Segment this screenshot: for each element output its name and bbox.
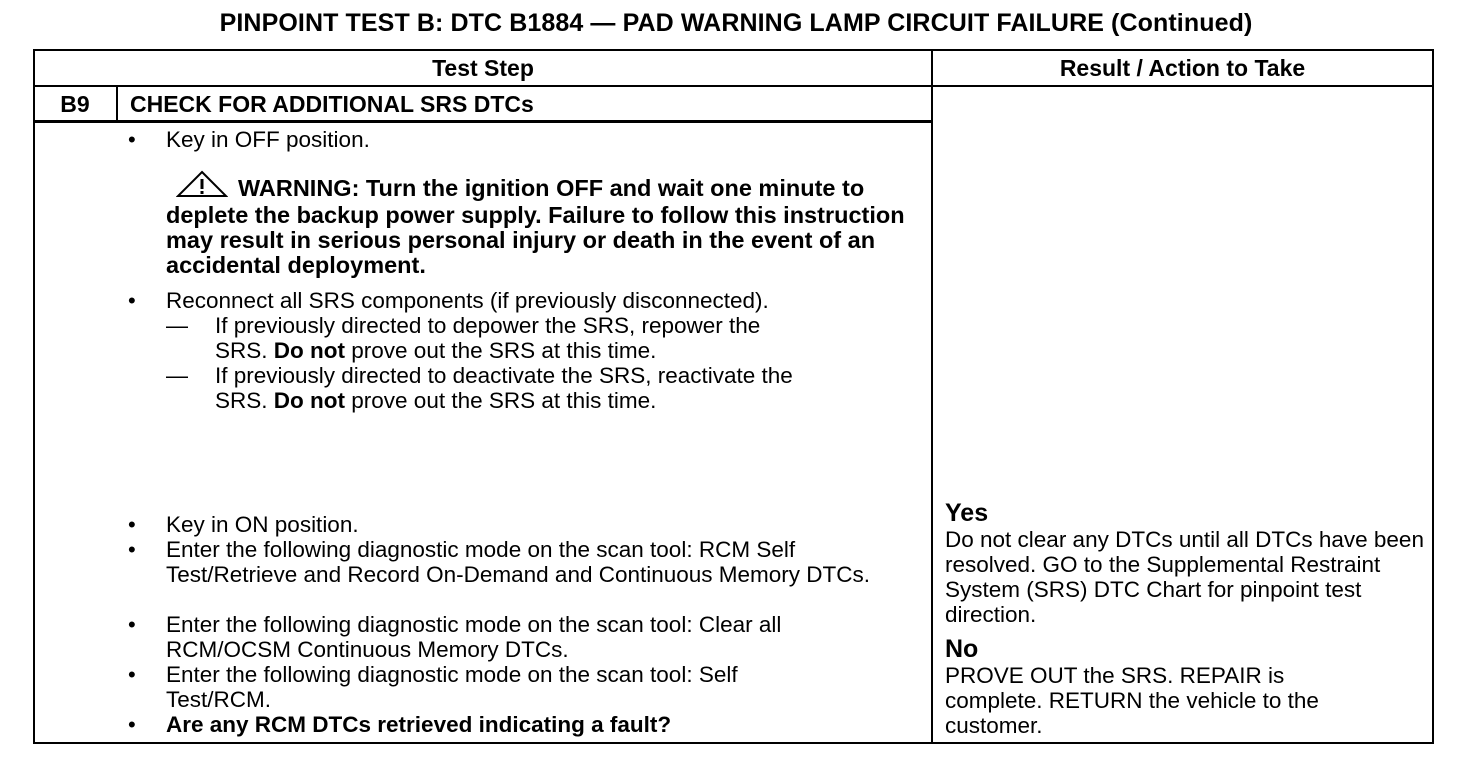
page-title: PINPOINT TEST B: DTC B1884 — PAD WARNING LAMP CIRCUIT FAILURE (Continued) bbox=[219, 9, 1253, 37]
result-no-label: No bbox=[945, 635, 979, 663]
warning-text: WARNING: Turn the ignition OFF and wait one minute to deplete the backup power supply. Failure to follow this instruction may result in serious personal injury or death in the event of an accidental deployment. bbox=[166, 175, 905, 278]
bullet: • bbox=[128, 127, 136, 152]
instruction-mode-self-test: Enter the following diagnostic mode on the scan tool: RCM Self Test/Retrieve and Record On-Demand and Continuous Memory DTCs. bbox=[166, 537, 871, 587]
result-yes-label: Yes bbox=[945, 499, 989, 527]
bullet: • bbox=[128, 537, 136, 562]
sub-line bbox=[215, 338, 915, 363]
bullet: • bbox=[128, 612, 136, 637]
bullet: • bbox=[128, 512, 136, 537]
warning-triangle-icon bbox=[176, 170, 228, 203]
instruction-mode-self-test-rcm: Enter the following diagnostic mode on the scan tool: Self Test/RCM. bbox=[166, 662, 738, 712]
sub-line: If previously directed to deactivate the SRS, reactivate the bbox=[215, 363, 793, 388]
instruction-key-off: Key in OFF position. bbox=[166, 127, 370, 152]
question: Are any RCM DTCs retrieved indicating a fault? bbox=[166, 712, 672, 737]
text: SRS. bbox=[215, 338, 274, 363]
header-test-step: Test Step bbox=[432, 55, 534, 81]
dash: — bbox=[166, 363, 188, 388]
step-title: CHECK FOR ADDITIONAL SRS DTCs bbox=[130, 91, 534, 117]
instruction-mode-clear: Enter the following diagnostic mode on the scan tool: Clear all RCM/OCSM Continuous Memory DTCs. bbox=[166, 612, 782, 662]
warning-block bbox=[166, 170, 906, 278]
sub-instruction-depower bbox=[215, 313, 915, 363]
sub-instruction-deactivate bbox=[215, 363, 915, 413]
emphasis: Do not bbox=[273, 338, 346, 363]
dash: — bbox=[166, 313, 188, 338]
text: prove out the SRS at this time. bbox=[345, 388, 657, 413]
instruction-key-on: Key in ON position. bbox=[166, 512, 359, 537]
result-no-text: PROVE OUT the SRS. REPAIR is complete. RETURN the vehicle to the customer. bbox=[945, 663, 1319, 738]
step-id-divider bbox=[116, 85, 118, 122]
column-divider bbox=[931, 49, 933, 744]
sub-line bbox=[215, 388, 915, 413]
text: prove out the SRS at this time. bbox=[345, 338, 657, 363]
header-divider bbox=[33, 85, 1434, 87]
emphasis: Do not bbox=[273, 388, 346, 413]
instruction-reconnect: Reconnect all SRS components (if previously disconnected). bbox=[166, 288, 769, 313]
bullet: • bbox=[128, 712, 136, 737]
result-yes-text: Do not clear any DTCs until all DTCs have been resolved. GO to the Supplemental Restraint System (SRS) DTC Chart for pinpoint test direction. bbox=[945, 527, 1424, 627]
sub-line: If previously directed to depower the SRS, repower the bbox=[215, 313, 761, 338]
step-id: B9 bbox=[60, 91, 90, 117]
text: SRS. bbox=[215, 388, 274, 413]
bullet: • bbox=[128, 662, 136, 687]
step-header-divider bbox=[33, 120, 932, 123]
header-result: Result / Action to Take bbox=[1059, 55, 1306, 81]
bullet: • bbox=[128, 288, 136, 313]
